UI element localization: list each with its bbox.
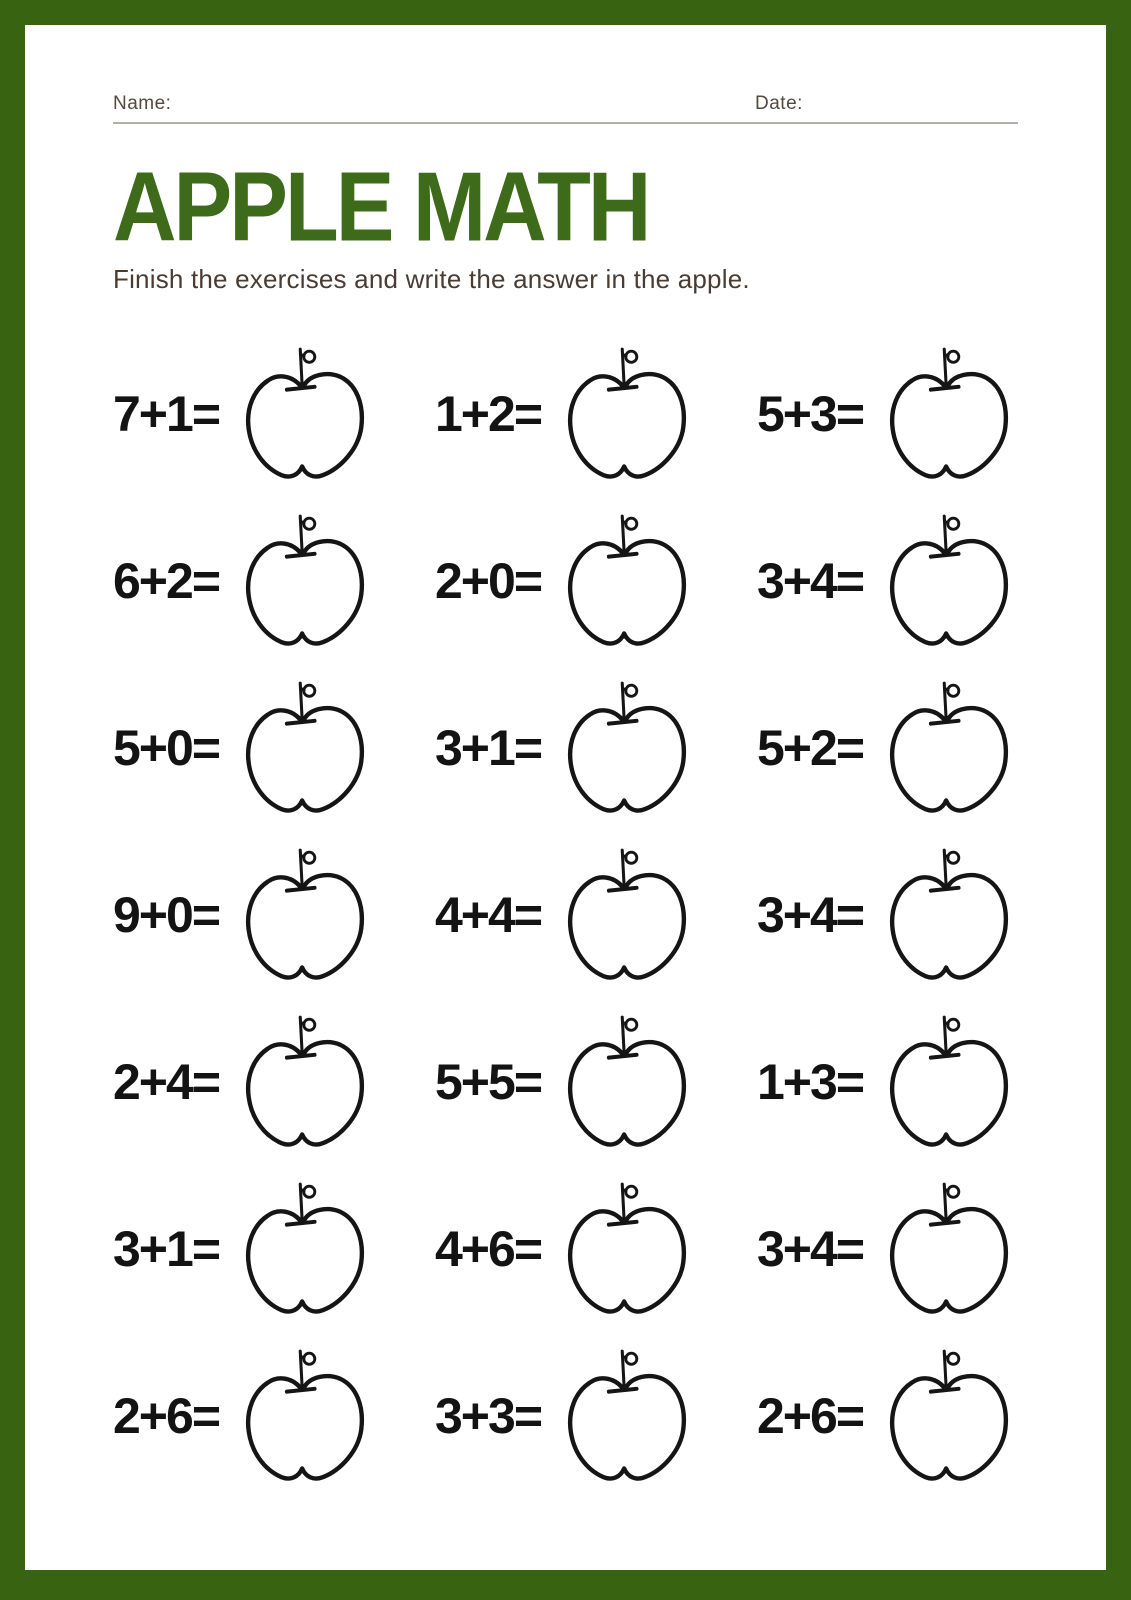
name-label: Name: <box>113 93 172 114</box>
apple-leaf-connector <box>623 521 626 523</box>
apple-leaf-connector <box>623 1022 626 1024</box>
problem-cell <box>113 331 435 498</box>
apple-leaf-curl-icon <box>304 1186 315 1197</box>
problem-label: 3+1= <box>435 720 542 777</box>
apple-leaf-curl-icon <box>626 852 637 863</box>
apple-answer-icon[interactable] <box>565 1008 689 1156</box>
page-title: APPLE MATH <box>113 151 649 262</box>
apple-answer-icon[interactable] <box>887 1342 1011 1490</box>
apple-leaf-curl-icon <box>948 1019 959 1030</box>
apple-leaf-curl-icon <box>948 1186 959 1197</box>
apple-answer-icon[interactable] <box>887 1175 1011 1323</box>
apple-leaf-connector <box>301 354 304 356</box>
apple-leaf-connector <box>945 354 948 356</box>
apple-leaf-curl-icon <box>626 1019 637 1030</box>
apple-leaf-connector <box>623 688 626 690</box>
problem-cell <box>757 832 1079 999</box>
apple-leaf-connector <box>945 855 948 857</box>
problems-grid <box>113 331 1106 1500</box>
problem-cell <box>757 1166 1079 1333</box>
problem-cell <box>435 1333 757 1500</box>
apple-leaf-connector <box>945 1022 948 1024</box>
apple-leaf-curl-icon <box>626 1353 637 1364</box>
apple-answer-icon[interactable] <box>887 340 1011 488</box>
problem-label: 6+2= <box>113 553 220 610</box>
problem-label: 7+1= <box>113 386 220 443</box>
problem-cell <box>757 665 1079 832</box>
apple-leaf-curl-icon <box>948 1353 959 1364</box>
problem-cell <box>435 665 757 832</box>
apple-leaf-curl-icon <box>304 1353 315 1364</box>
problem-label: 2+0= <box>435 553 542 610</box>
problem-cell <box>435 331 757 498</box>
problem-label: 3+1= <box>113 1221 220 1278</box>
problem-cell <box>435 1166 757 1333</box>
problem-cell <box>113 832 435 999</box>
apple-leaf-curl-icon <box>948 518 959 529</box>
apple-answer-icon[interactable] <box>887 674 1011 822</box>
apple-leaf-curl-icon <box>948 351 959 362</box>
apple-leaf-connector <box>945 1356 948 1358</box>
apple-answer-icon[interactable] <box>887 841 1011 989</box>
problem-cell <box>113 1333 435 1500</box>
problem-cell <box>757 331 1079 498</box>
problem-label: 2+4= <box>113 1054 220 1111</box>
problem-label: 3+4= <box>757 553 864 610</box>
apple-leaf-connector <box>301 688 304 690</box>
problem-label: 1+3= <box>757 1054 864 1111</box>
problem-label: 5+0= <box>113 720 220 777</box>
apple-leaf-connector <box>945 688 948 690</box>
problem-label: 3+4= <box>757 1221 864 1278</box>
problem-cell <box>113 999 435 1166</box>
problem-label: 4+4= <box>435 887 542 944</box>
apple-answer-icon[interactable] <box>243 841 367 989</box>
apple-leaf-connector <box>623 354 626 356</box>
problem-cell <box>757 1333 1079 1500</box>
apple-leaf-curl-icon <box>948 852 959 863</box>
problem-cell <box>113 498 435 665</box>
apple-leaf-curl-icon <box>626 685 637 696</box>
apple-leaf-connector <box>623 855 626 857</box>
page-subtitle: Finish the exercises and write the answer in the apple. <box>113 263 750 294</box>
apple-leaf-connector <box>945 521 948 523</box>
apple-answer-icon[interactable] <box>565 1175 689 1323</box>
apple-leaf-curl-icon <box>304 852 315 863</box>
apple-leaf-curl-icon <box>304 685 315 696</box>
apple-answer-icon[interactable] <box>565 1342 689 1490</box>
problem-label: 1+2= <box>435 386 542 443</box>
apple-leaf-connector <box>945 1189 948 1191</box>
apple-leaf-connector <box>623 1356 626 1358</box>
problem-label: 4+6= <box>435 1221 542 1278</box>
apple-leaf-connector <box>623 1189 626 1191</box>
problem-cell <box>435 832 757 999</box>
problem-cell <box>435 498 757 665</box>
problem-label: 5+5= <box>435 1054 542 1111</box>
problem-label: 5+3= <box>757 386 864 443</box>
problem-cell <box>113 1166 435 1333</box>
problem-label: 3+4= <box>757 887 864 944</box>
apple-answer-icon[interactable] <box>243 1008 367 1156</box>
worksheet-content <box>25 25 1106 1570</box>
problem-cell <box>757 498 1079 665</box>
apple-answer-icon[interactable] <box>243 1342 367 1490</box>
problem-label: 2+6= <box>757 1388 864 1445</box>
problem-cell <box>435 999 757 1166</box>
apple-answer-icon[interactable] <box>565 841 689 989</box>
apple-leaf-curl-icon <box>304 351 315 362</box>
problem-cell <box>757 999 1079 1166</box>
apple-leaf-connector <box>301 1022 304 1024</box>
apple-leaf-curl-icon <box>626 351 637 362</box>
apple-leaf-connector <box>301 1356 304 1358</box>
apple-answer-icon[interactable] <box>565 340 689 488</box>
header <box>113 93 1018 124</box>
apple-answer-icon[interactable] <box>243 507 367 655</box>
apple-answer-icon[interactable] <box>243 340 367 488</box>
problem-label: 3+3= <box>435 1388 542 1445</box>
apple-leaf-curl-icon <box>626 1186 637 1197</box>
apple-leaf-curl-icon <box>626 518 637 529</box>
apple-leaf-curl-icon <box>304 1019 315 1030</box>
apple-leaf-curl-icon <box>304 518 315 529</box>
apple-leaf-connector <box>301 855 304 857</box>
apple-answer-icon[interactable] <box>243 674 367 822</box>
problem-label: 2+6= <box>113 1388 220 1445</box>
apple-leaf-curl-icon <box>948 685 959 696</box>
apple-leaf-connector <box>301 1189 304 1191</box>
apple-leaf-connector <box>301 521 304 523</box>
date-label: Date: <box>755 93 803 114</box>
apple-answer-icon[interactable] <box>887 1008 1011 1156</box>
apple-answer-icon[interactable] <box>887 507 1011 655</box>
apple-answer-icon[interactable] <box>565 674 689 822</box>
problem-label: 9+0= <box>113 887 220 944</box>
problem-label: 5+2= <box>757 720 864 777</box>
problem-cell <box>113 665 435 832</box>
apple-answer-icon[interactable] <box>565 507 689 655</box>
apple-answer-icon[interactable] <box>243 1175 367 1323</box>
